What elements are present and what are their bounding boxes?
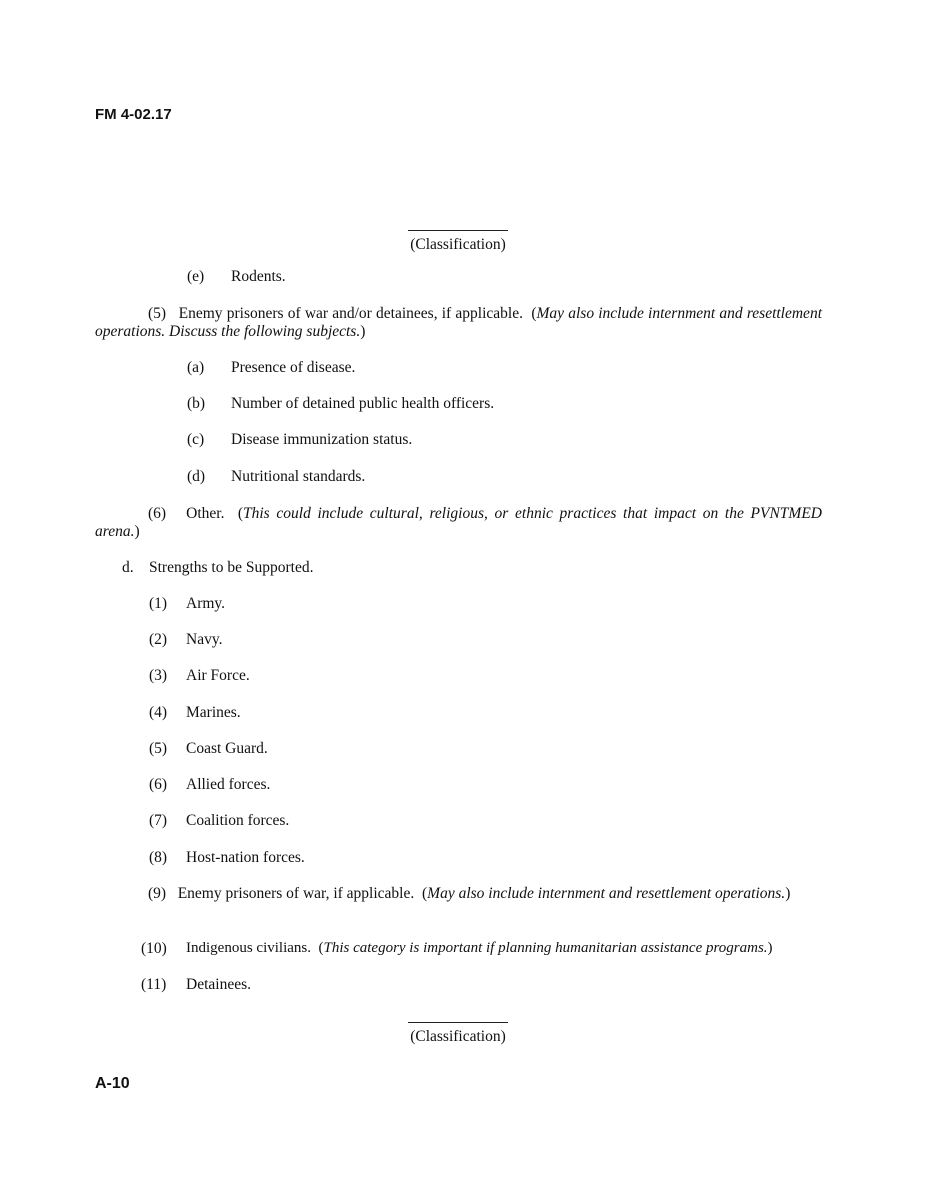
- item-text: Nutritional standards.: [231, 468, 366, 485]
- item-text: Strengths to be Supported.: [149, 559, 314, 576]
- classification-rule: [408, 1022, 508, 1023]
- item-number: (7): [149, 812, 168, 829]
- item-text: Enemy prisoners of war and/or detainees, if applicable.: [178, 305, 523, 322]
- item-number: (3): [149, 667, 168, 684]
- item-number: (5): [149, 740, 168, 757]
- classification-marking-bottom: [0, 1022, 916, 1046]
- item-number: (b): [187, 395, 206, 412]
- item-number: (1): [149, 595, 168, 612]
- item-note: May also include internment and resettlement operations. Discuss the following subjects.: [95, 305, 822, 340]
- item-number: (c): [187, 431, 205, 448]
- item-number: (9): [148, 885, 167, 902]
- item-note: May also include internment and resettlement operations.: [427, 885, 786, 902]
- item-text: Detainees.: [186, 976, 251, 993]
- item-number: (2): [149, 631, 168, 648]
- classification-rule: [408, 230, 508, 231]
- item-note: This category is important if planning humanitarian assistance programs.: [323, 940, 768, 956]
- item-number: (6): [148, 505, 167, 522]
- item-number: (8): [149, 849, 168, 866]
- classification-label: (Classification): [410, 1028, 506, 1045]
- item-text: Number of detained public health officers.: [231, 395, 495, 412]
- item-number: d.: [122, 559, 134, 576]
- paragraph-6-other: (6) Other. (This could include cultural, religious, or ethnic practices that impact on the PVNTMED arena.): [95, 505, 822, 540]
- item-text-group: Indigenous civilians. (This category is important if planning humanitarian assistance programs.): [186, 940, 773, 956]
- item-number: (e): [187, 268, 205, 285]
- item-text: Navy.: [186, 631, 223, 648]
- item-text: Host-nation forces.: [186, 849, 305, 866]
- item-number: (10): [141, 940, 167, 957]
- classification-label: (Classification): [410, 236, 506, 253]
- item-text: Indigenous civilians.: [186, 940, 311, 956]
- classification-marking-top: [0, 230, 916, 254]
- item-text: Allied forces.: [186, 776, 271, 793]
- item-number: (a): [187, 359, 205, 376]
- item-number: (d): [187, 468, 206, 485]
- item-text: Army.: [186, 595, 226, 612]
- item-text: Coast Guard.: [186, 740, 268, 757]
- item-text: Enemy prisoners of war, if applicable.: [177, 885, 415, 902]
- item-text: Presence of disease.: [231, 359, 356, 376]
- item-text: Marines.: [186, 704, 241, 721]
- item-number: (5): [148, 305, 167, 322]
- item-number: (11): [141, 976, 167, 993]
- item-text: Rodents.: [231, 268, 286, 285]
- paragraph-9-enemy-prisoners: (9) Enemy prisoners of war, if applicable. (May also include internment and resettlement operations.): [148, 885, 791, 902]
- page-number: A-10: [95, 1075, 130, 1092]
- item-text: Other.: [186, 505, 225, 522]
- document-id: FM 4-02.17: [95, 106, 172, 123]
- paragraph-5-enemy-prisoners: (5) Enemy prisoners of war and/or detainees, if applicable. (May also include internment and resettlement operations. Discuss the following subjects.): [95, 305, 822, 340]
- item-text: Air Force.: [186, 667, 250, 684]
- item-text: Disease immunization status.: [231, 431, 413, 448]
- item-text: Coalition forces.: [186, 812, 290, 829]
- item-number: (6): [149, 776, 168, 793]
- item-number: (4): [149, 704, 168, 721]
- item-note: This could include cultural, religious, or ethnic practices that impact on the PVNTMED arena.: [95, 505, 822, 540]
